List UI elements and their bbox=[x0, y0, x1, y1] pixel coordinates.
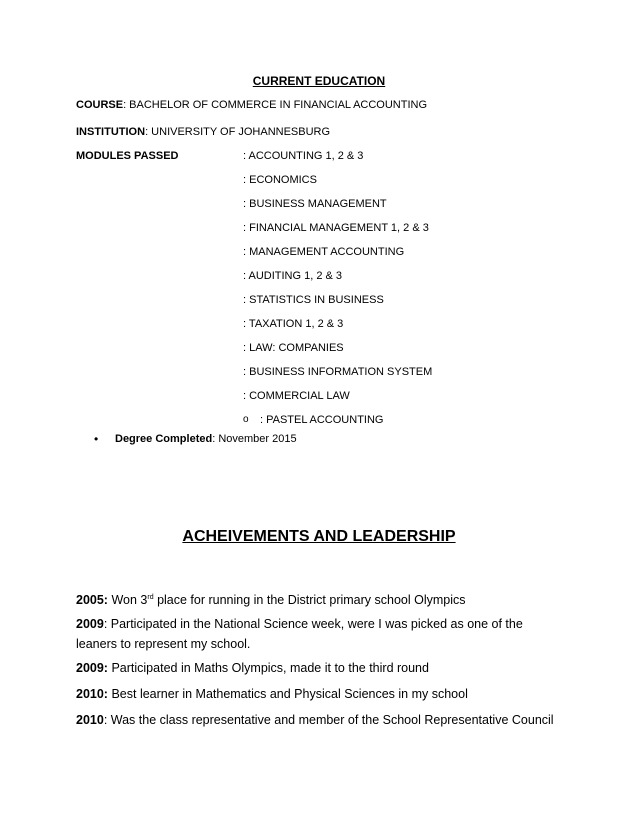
module-item: : STATISTICS IN BUSINESS bbox=[243, 294, 384, 306]
achievement-year: 2010 bbox=[76, 713, 104, 727]
achievement-text: place for running in the District primary school Olympics bbox=[153, 593, 466, 607]
achievement-ordinal: rd bbox=[147, 594, 154, 601]
institution-line bbox=[76, 126, 330, 138]
course-value: : BACHELOR OF COMMERCE IN FINANCIAL ACCOUNTING bbox=[123, 99, 428, 111]
module-item: : BUSINESS MANAGEMENT bbox=[243, 198, 387, 210]
course-label: COURSE bbox=[76, 99, 124, 111]
institution-label: INSTITUTION bbox=[76, 126, 146, 138]
achievement-year: 2010: bbox=[76, 687, 108, 701]
module-item: : LAW: COMPANIES bbox=[243, 342, 344, 354]
module-item: : ACCOUNTING 1, 2 & 3 bbox=[243, 150, 364, 162]
module-item: : PASTEL ACCOUNTING bbox=[260, 414, 384, 426]
module-item: : TAXATION 1, 2 & 3 bbox=[243, 318, 344, 330]
achievement-text: Participated in Maths Olympics, made it to the third round bbox=[107, 661, 429, 675]
module-marker: o bbox=[243, 414, 249, 425]
achievement-year: 2009 bbox=[76, 617, 104, 631]
degree-value: : November 2015 bbox=[212, 433, 297, 445]
achievements-heading: ACHEIVEMENTS AND LEADERSHIP bbox=[182, 528, 456, 545]
degree-line bbox=[115, 433, 297, 445]
achievement-item bbox=[76, 710, 556, 730]
degree-label: Degree Completed bbox=[115, 433, 213, 445]
achievement-item bbox=[76, 614, 556, 654]
bullet-icon: • bbox=[94, 432, 99, 446]
achievement-year: 2009: bbox=[76, 661, 108, 675]
achievement-text: : Was the class representative and member of the School Representative Council bbox=[103, 713, 554, 727]
achievement-item bbox=[76, 590, 556, 610]
institution-value: : UNIVERSITY OF JOHANNESBURG bbox=[145, 126, 331, 138]
achievement-item bbox=[76, 684, 556, 704]
achievement-text: : Participated in the National Science week, were I was picked as one of the leaners to represent my school. bbox=[76, 617, 523, 651]
module-item: : COMMERCIAL LAW bbox=[243, 390, 350, 402]
achievement-item bbox=[76, 658, 556, 678]
module-item: : MANAGEMENT ACCOUNTING bbox=[243, 246, 405, 258]
achievement-text: Won 3 bbox=[107, 593, 148, 607]
module-item: : FINANCIAL MANAGEMENT 1, 2 & 3 bbox=[243, 222, 429, 234]
achievement-year: 2005: bbox=[76, 593, 108, 607]
achievement-text: Best learner in Mathematics and Physical Sciences in my school bbox=[107, 687, 468, 701]
course-line bbox=[76, 99, 427, 111]
module-item: : BUSINESS INFORMATION SYSTEM bbox=[243, 366, 433, 378]
modules-label: MODULES PASSED bbox=[76, 150, 179, 162]
module-item: : AUDITING 1, 2 & 3 bbox=[243, 270, 343, 282]
education-heading: CURRENT EDUCATION bbox=[252, 74, 386, 88]
module-item: : ECONOMICS bbox=[243, 174, 317, 186]
